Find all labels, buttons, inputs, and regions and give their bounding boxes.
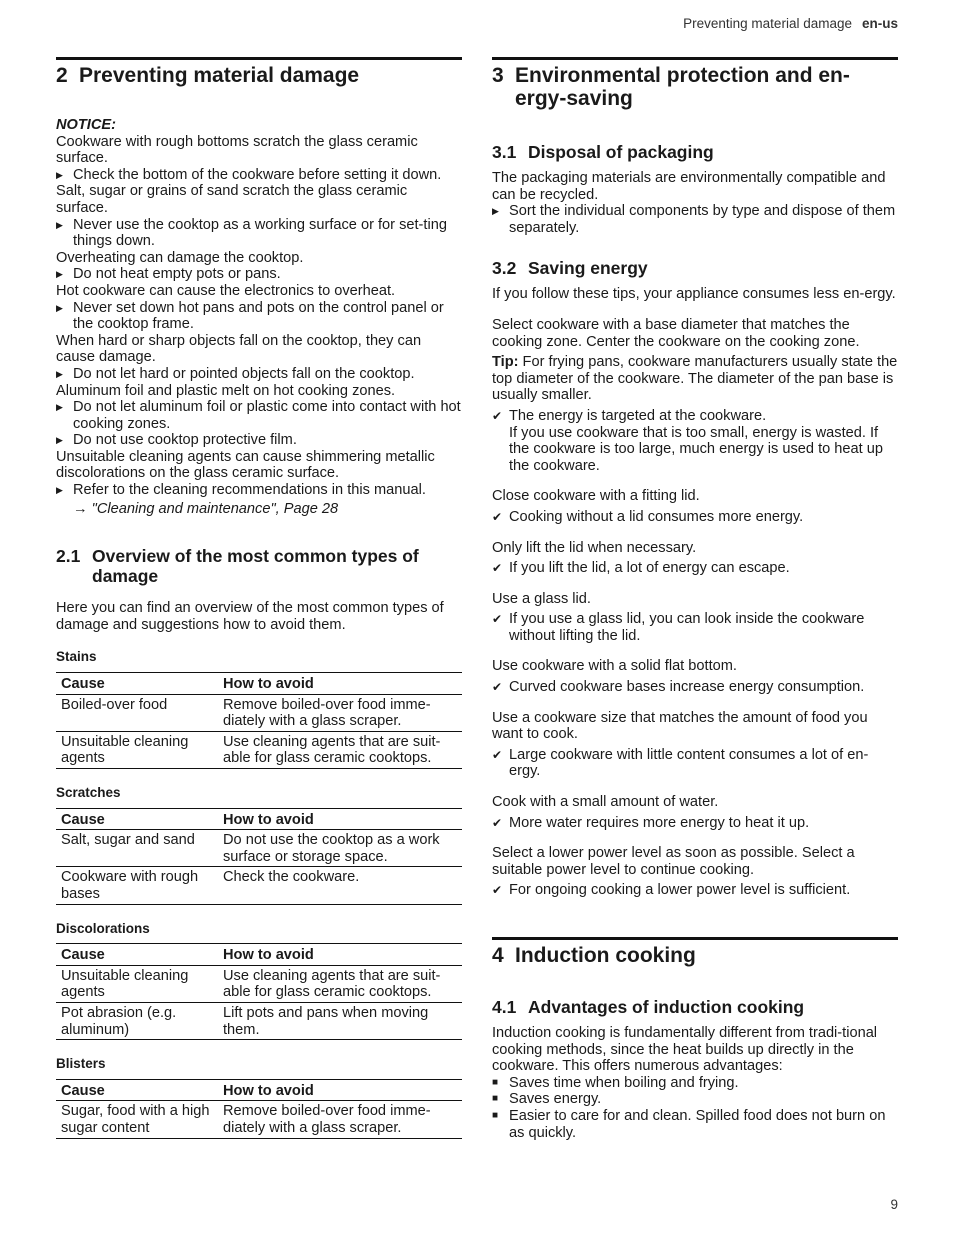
header-section: Preventing material damage (683, 16, 852, 31)
section-2-1-heading: 2.1 Overview of the most common types of damage (56, 546, 419, 587)
triangle-bullet-icon: ▶ (492, 206, 499, 217)
tip-text: Cook with a small amount of water. (492, 794, 719, 811)
notice-text: Overheating can damage the cooktop. (56, 249, 304, 266)
check-item: ✔ For ongoing cooking a lower power level is sufficient. (492, 882, 851, 899)
list-item: ▶ Never set down hot pans and pots on the control panel or the cooktop frame. (56, 299, 444, 333)
cross-reference-link[interactable]: → "Cleaning and maintenance", Page 28 (73, 500, 339, 517)
damage-table-blisters (56, 1079, 462, 1139)
list-item: ▶ Check the bottom of the cookware before setting it down. (56, 166, 442, 183)
section-4-1-heading: 4.1 Advantages of induction cooking (492, 997, 805, 1017)
triangle-bullet-icon: ▶ (56, 269, 63, 280)
tip-text: Use a glass lid. (492, 590, 591, 607)
check-item: ✔ If you use a glass lid, you can look inside the cookware without lifting the lid. (492, 611, 865, 644)
notice-text: Aluminum foil and plastic melt on hot cooking zones. (56, 382, 396, 399)
list-item: ■ Easier to care for and clean. Spilled food does not burn on as quickly. (492, 1107, 886, 1141)
overview-intro: Here you can find an overview of the most common types of damage and suggestions how to avoid them. (56, 600, 444, 633)
section-title: Preventing material damage (79, 64, 360, 87)
disposal-text: The packaging materials are environmentally compatible and can be recycled. (492, 170, 886, 203)
list-item: ▶ Do not use cooktop protective film. (56, 432, 297, 449)
right-column (492, 57, 898, 1141)
list-item: ■ Saves energy. (492, 1091, 602, 1108)
table-header-row: Cause How to avoid (56, 673, 462, 695)
page-number: 9 (890, 1197, 898, 1212)
checkmark-icon: ✔ (492, 680, 503, 695)
table-header-row: Cause How to avoid (56, 1079, 462, 1101)
left-column (56, 57, 462, 1139)
tip-text: Use cookware with a solid flat bottom. (492, 658, 737, 675)
running-header (683, 16, 898, 33)
header-lang: en-us (861, 16, 898, 31)
section-3-2-heading: 3.2 Saving energy (492, 258, 648, 279)
list-item: ■ Saves time when boiling and frying. (492, 1074, 739, 1091)
check-item: ✔ Cooking without a lid consumes more energy. (492, 508, 804, 525)
tip-text: Close cookware with a fitting lid. (492, 488, 700, 505)
notice-blocks (56, 134, 462, 518)
checkmark-icon: ✔ (492, 561, 503, 576)
saving-paragraph: Select cookware with a base diameter that matches the cooking zone. Center the cookware on the cooking zone. (492, 316, 860, 350)
list-item: ▶ Do not heat empty pots or pans. (56, 266, 281, 283)
saving-intro: If you follow these tips, your appliance consumes less en-ergy. (492, 286, 896, 303)
triangle-bullet-icon: ▶ (56, 435, 63, 446)
triangle-bullet-icon: ▶ (56, 219, 63, 230)
notice-text: Salt, sugar or grains of sand scratch the glass ceramic surface. (56, 183, 408, 216)
notice-label: NOTICE: (56, 117, 116, 133)
list-item: ▶ Refer to the cleaning recommendations in this manual. (56, 482, 426, 499)
checkmark-icon: ✔ (492, 883, 503, 898)
checkmark-icon: ✔ (492, 747, 503, 762)
section-2-heading (56, 57, 462, 87)
checkmark-icon: ✔ (492, 612, 503, 627)
tip-text: Use a cookware size that matches the amount of food you want to cook. (492, 709, 868, 743)
table-header-row: Cause How to avoid (56, 944, 462, 966)
table-header-row: Cause How to avoid (56, 808, 462, 830)
section-3-heading: 3 Environmental protection and en-ergy-saving (492, 57, 898, 110)
table-row: Salt, sugar and sand Do not use the cooktop as a work surface or storage space. (56, 830, 462, 867)
check-item: ✔ More water requires more energy to heat it up. (492, 814, 810, 831)
check-item: ✔ Curved cookware bases increase energy consumption. (492, 679, 865, 696)
triangle-bullet-icon: ▶ (56, 302, 63, 313)
check-item: ✔ If you lift the lid, a lot of energy can escape. (492, 560, 790, 577)
notice-text: Unsuitable cleaning agents can cause shimmering metallic discolorations on the glass ceramic surface. (56, 448, 435, 482)
section-number: 2 (56, 64, 68, 87)
check-item: ✔ The energy is targeted at the cookware. If you use cookware that is too small, energy is wasted. If the cookware is too large, much energy is used to heat up the cookware. (492, 407, 883, 474)
table-row: Cookware with rough bases Check the cookware. (56, 867, 462, 904)
list-item: ▶ Do not let hard or pointed objects fall on the cooktop. (56, 365, 415, 382)
square-bullet-icon: ■ (492, 1076, 499, 1088)
table-row: Pot abrasion (e.g. aluminum) Lift pots and pans when moving them. (56, 1002, 462, 1039)
tip-paragraph: Tip: For frying pans, cookware manufacturers usually state the top diameter of the cookware. The diameter of the pan base is usually smaller. (492, 354, 898, 404)
damage-table-discolorations (56, 943, 462, 1040)
induction-text: Induction cooking is fundamentally different from tradi-tional cooking methods, since the heat builds up directly in the cookware. This offers numerous advantages: (492, 1025, 878, 1075)
check-item: ✔ Large cookware with little content consumes a lot of en-ergy. (492, 746, 869, 780)
list-item: ▶ Never use the cooktop as a working surface or for set-ting things down. (56, 216, 447, 250)
checkmark-icon: ✔ (492, 408, 503, 423)
table-row: Boiled-over food Remove boiled-over food imme-diately with a glass scraper. (56, 694, 462, 731)
table-label-discolorations: Discolorations (56, 920, 150, 936)
triangle-bullet-icon: ▶ (56, 402, 63, 413)
table-label-stains: Stains (56, 649, 97, 665)
section-4-heading: 4 Induction cooking (492, 937, 898, 967)
damage-table-scratches (56, 808, 462, 905)
notice-text: Hot cookware can cause the electronics to overheat. (56, 282, 396, 299)
table-label-blisters: Blisters (56, 1056, 106, 1072)
triangle-bullet-icon: ▶ (56, 485, 63, 496)
tip-text: Select a lower power level as soon as possible. Select a suitable power level to continue cooking. (492, 845, 855, 878)
table-label-scratches: Scratches (56, 785, 121, 800)
list-item: ▶ Do not let aluminum foil or plastic come into contact with hot cooking zones. (56, 399, 461, 432)
table-row: Unsuitable cleaning agents Use cleaning agents that are suit-able for glass ceramic cooktops. (56, 731, 462, 768)
square-bullet-icon: ■ (492, 1109, 499, 1121)
checkmark-icon: ✔ (492, 815, 503, 830)
list-item: ▶ Sort the individual components by type and dispose of them separately. (492, 203, 896, 236)
tip-label: Tip: (492, 354, 519, 371)
checkmark-icon: ✔ (492, 509, 503, 524)
triangle-bullet-icon: ▶ (56, 169, 63, 180)
table-row: Sugar, food with a high sugar content Remove boiled-over food imme-diately with a glass scraper. (56, 1101, 462, 1138)
section-3-1-heading: 3.1 Disposal of packaging (492, 142, 714, 162)
damage-table-stains (56, 672, 462, 769)
notice-text: When hard or sharp objects fall on the cooktop, they can cause damage. (56, 332, 422, 366)
notice-text: Cookware with rough bottoms scratch the glass ceramic surface. (56, 133, 418, 167)
tip-text: Only lift the lid when necessary. (492, 539, 697, 556)
triangle-bullet-icon: ▶ (56, 368, 63, 379)
square-bullet-icon: ■ (492, 1093, 499, 1105)
table-row: Unsuitable cleaning agents Use cleaning agents that are suit-able for glass ceramic cooktops. (56, 965, 462, 1002)
